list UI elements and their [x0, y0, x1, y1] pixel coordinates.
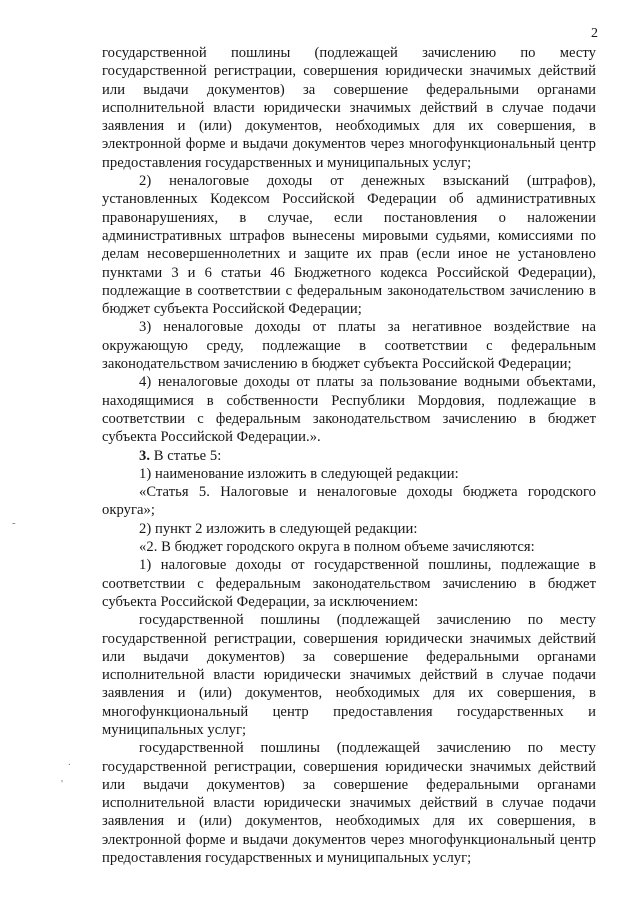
section-number: 3.: [139, 447, 151, 464]
scan-mark: ': [61, 778, 63, 790]
paragraph: государственной пошлины (подлежащей зачислению по месту государственной регистрации, совершения юридически значимых действий или выдачи документов) за совершение федеральными органами исполнительной власти юридически значимых действий в случае подачи заявления и (или) документов, необходимых для их совершения, в многофункциональный центр предоставления государственных и муниципальных услуг;: [102, 612, 596, 738]
paragraph-text: В статье 5:: [150, 447, 222, 464]
paragraph: 1) налоговые доходы от государственной пошлины, подлежащие в соответствии с федеральным законодательством зачислению в бюджет субъекта Российской Федерации, за исключением:: [102, 557, 596, 610]
paragraph: 4) неналоговые доходы от платы за пользование водными объектами, находящимися в собственности Республики Мордовия, подлежащие в соответствии с федеральным законодательством зачислению в бюджет субъекта Российской Федерации.».: [102, 374, 596, 446]
document-body: [102, 44, 596, 867]
paragraph: государственной пошлины (подлежащей зачислению по месту государственной регистрации, совершения юридически значимых действий или выдачи документов) за совершение федеральными органами исполнительной власти юридически значимых действий в случае подачи заявления и (или) документов, необходимых для их совершения, в электронной форме и выдачи документов через многофункциональный центр предоставления государственных и муниципальных услуг;: [102, 740, 596, 867]
page-number: 2: [591, 26, 598, 41]
scan-mark: -: [12, 517, 16, 529]
paragraph: [102, 447, 596, 465]
paragraph: «Статья 5. Налоговые и неналоговые доходы бюджета городского округа»;: [102, 484, 596, 519]
paragraph: 1) наименование изложить в следующей редакции:: [139, 465, 459, 482]
paragraph: государственной пошлины (подлежащей зачислению по месту государственной регистрации, совершения юридически значимых действий или выдачи документов) за совершение федеральными органами исполнительной власти юридически значимых действий в случае подачи заявления и (или) документов, необходимых для их совершения, в электронной форме и выдачи документов через многофункциональный центр предоставления государственных и муниципальных услуг;: [102, 45, 596, 171]
paragraph: 2) неналоговые доходы от денежных взысканий (штрафов), установленных Кодексом Российской Федерации об административных правонарушениях, в случае, если постановления о наложении административных штрафов вынесены мировыми судьями, комиссиями по делам несовершеннолетних и защите их прав (если иное не установлено пунктами 3 и 6 статьи 46 Бюджетного кодекса Российской Федерации), подлежащие в соответствии с федеральным законодательством зачислению в бюджет субъекта Российской Федерации;: [102, 173, 596, 318]
paragraph: 2) пункт 2 изложить в следующей редакции:: [139, 520, 418, 537]
paragraph: 3) неналоговые доходы от платы за негативное воздействие на окружающую среду, подлежащие в соответствии с федеральным законодательством зачислению в бюджет субъекта Российской Федерации;: [102, 319, 596, 373]
scan-mark: .: [68, 756, 71, 768]
paragraph: «2. В бюджет городского округа в полном объеме зачисляются:: [139, 539, 535, 556]
